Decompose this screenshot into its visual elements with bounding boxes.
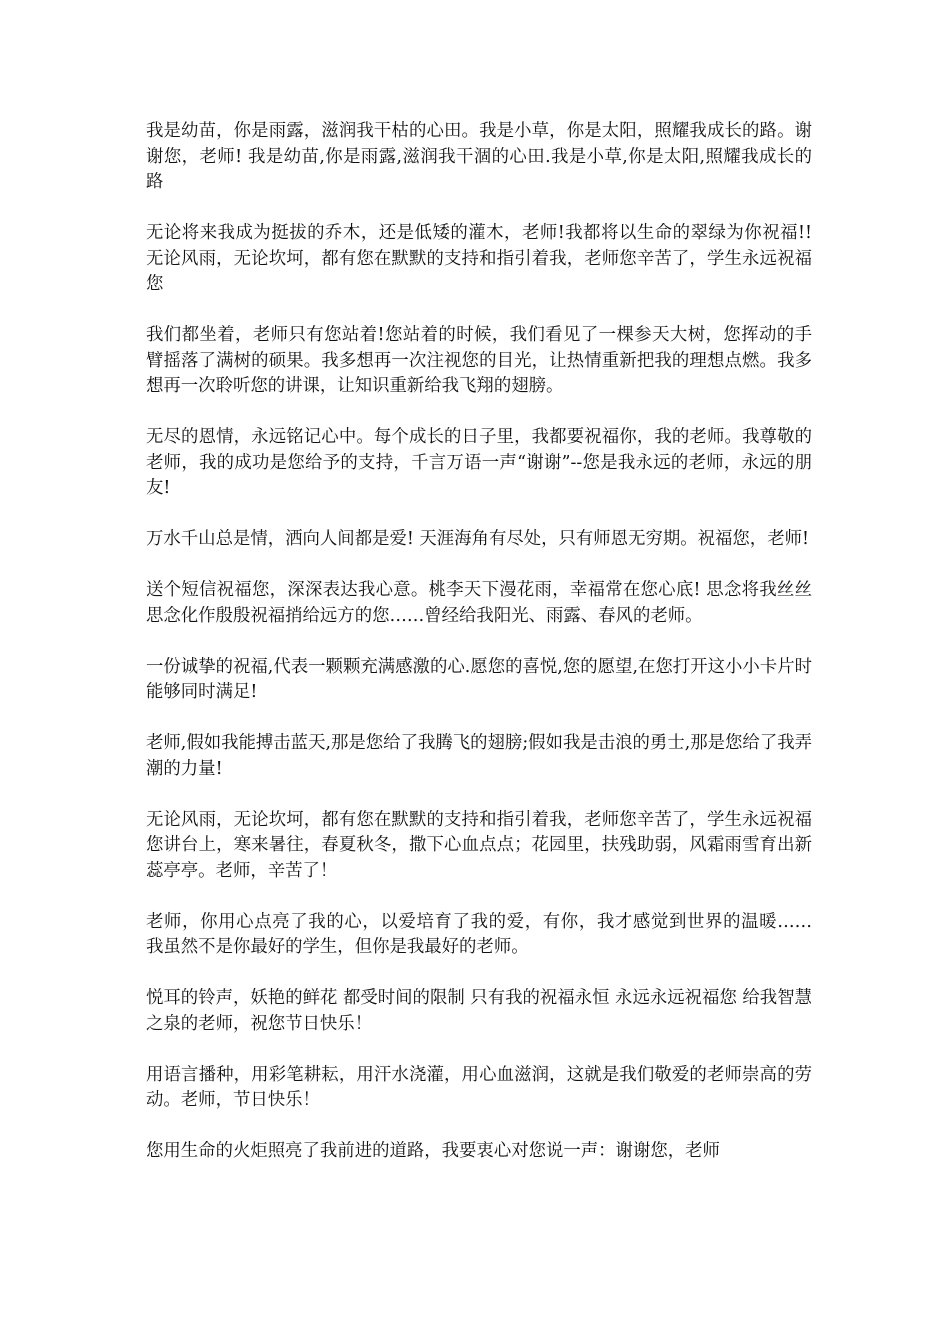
paragraph-3: 我们都坐着，老师只有您站着!您站着的时候，我们看见了一棵参天大树，您挥动的手臂摇落了满树的硕果。我多想再一次注视您的目光，让热情重新把我的理想点燃。我多想再一次聆听您的讲课，让知识重新给我飞翔的翅膀。 — [146, 325, 812, 396]
paragraph-10: 老师，你用心点亮了我的心，以爱培育了我的爱，有你，我才感觉到世界的温暖…… 我虽然不是你最好的学生，但你是我最好的老师。 — [146, 911, 812, 957]
paragraph-13: 您用生命的火炬照亮了我前进的道路，我要衷心对您说一声：谢谢您，老师 — [146, 1141, 720, 1161]
paragraph-4: 无尽的恩情，永远铭记心中。每个成长的日子里，我都要祝福你，我的老师。我尊敬的老师，我的成功是您给予的支持，千言万语一声“谢谢”--您是我永远的老师，永远的朋友! — [146, 427, 812, 498]
paragraph-12: 用语言播种，用彩笔耕耘，用汗水浇灌，用心血滋润，这就是我们敬爱的老师崇高的劳动。老师，节日快乐！ — [146, 1064, 812, 1110]
paragraph-5: 万水千山总是情，洒向人间都是爱! 天涯海角有尽处，只有师恩无穷期。祝福您，老师! — [146, 529, 809, 549]
paragraph-6: 送个短信祝福您，深深表达我心意。桃李天下漫花雨，幸福常在您心底! 思念将我丝丝思念化作殷殷祝福捎给远方的您……曾经给我阳光、雨露、春风的老师。 — [146, 580, 812, 626]
document-page — [146, 119, 812, 1190]
paragraph-11: 悦耳的铃声，妖艳的鲜花 都受时间的限制 只有我的祝福永恒 永远永远祝福您 给我智慧之泉的老师，祝您节日快乐！ — [146, 988, 812, 1034]
paragraph-9: 无论风雨，无论坎坷，都有您在默默的支持和指引着我，老师您辛苦了，学生永远祝福您讲台上，寒来暑往，春夏秋冬，撒下心血点点；花园里，扶残助弱，风霜雨雪育出新蕊亭亭。老师，辛苦了！ — [146, 809, 812, 881]
paragraph-2: 无论将来我成为挺拔的乔木，还是低矮的灌木，老师!我都将以生命的翠绿为你祝福!! 无论风雨，无论坎坷，都有您在默默的支持和指引着我，老师您辛苦了，学生永远祝福您 — [146, 223, 812, 294]
paragraph-1: 我是幼苗，你是雨露，滋润我干枯的心田。我是小草，你是太阳，照耀我成长的路。谢谢您，老师! 我是幼苗,你是雨露,滋润我干涸的心田.我是小草,你是太阳,照耀我成长的路 — [146, 121, 812, 192]
paragraph-7: 一份诚挚的祝福,代表一颗颗充满感激的心.愿您的喜悦,您的愿望,在您打开这小小卡片时能够同时满足! — [146, 656, 812, 702]
paragraph-8: 老师,假如我能搏击蓝天,那是您给了我腾飞的翅膀;假如我是击浪的勇士,那是您给了我弄潮的力量! — [146, 733, 812, 779]
